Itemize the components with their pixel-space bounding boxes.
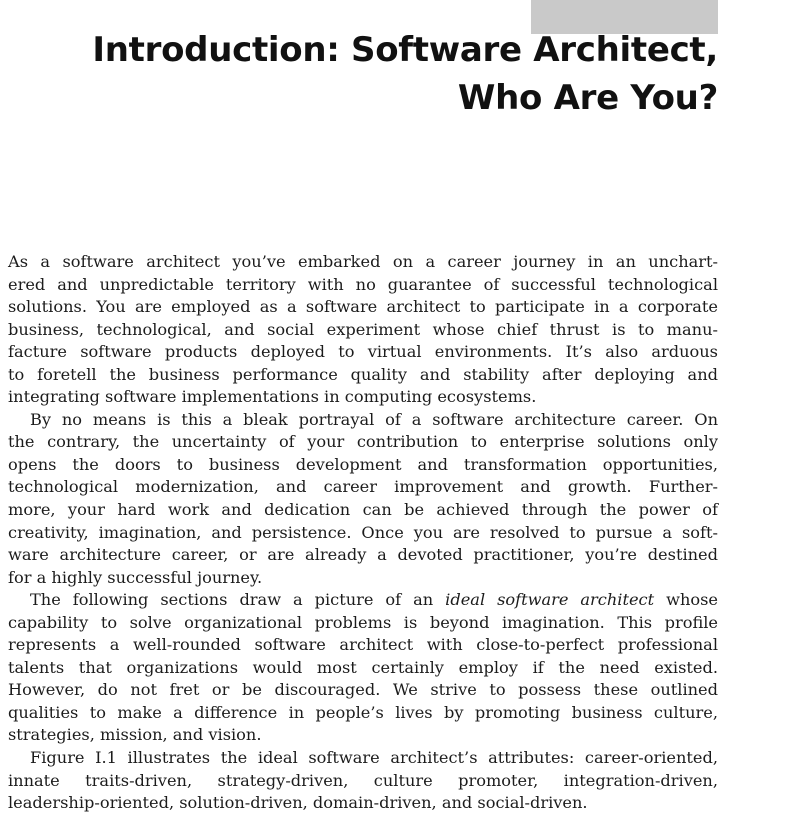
text-run: whose: [654, 590, 718, 610]
text-line: capability to solve organizational problems is beyond imagination. This profile: [8, 612, 718, 632]
text-line: technological modernization, and career improvement and growth. Further-: [8, 477, 718, 497]
text-line: facture software products deployed to virtual environments. It’s also arduous: [8, 342, 718, 362]
text-line: leadership-oriented, solution-driven, domain-driven, and social-driven.: [8, 793, 588, 813]
text-line: strategies, mission, and vision.: [8, 725, 262, 745]
text-line: talents that organizations would most certainly employ if the need existed.: [8, 657, 718, 677]
text-line: However, do not fret or be discouraged. We strive to possess these outlined: [8, 680, 718, 700]
text-line: to foretell the business performance quality and stability after deploying and: [8, 364, 718, 384]
chapter-title: [18, 26, 718, 122]
text-line: solutions. You are employed as a software architect to participate in a corporate: [8, 297, 718, 317]
chapter-title-line-2: Who Are You?: [457, 78, 718, 118]
text-line: innate traits-driven, strategy-driven, culture promoter, integration-driven,: [8, 770, 718, 790]
text-line: As a software architect you’ve embarked on a career journey in an unchart-: [8, 252, 718, 271]
text-run: The following sections draw a picture of an: [30, 590, 446, 610]
text-line: more, your hard work and dedication can be achieved through the power of: [8, 500, 718, 520]
text-line: business, technological, and social experiment whose chief thrust is to manu-: [8, 319, 718, 339]
text-line: ered and unpredictable territory with no guarantee of successful technological: [8, 274, 718, 294]
text-line: creativity, imagination, and persistence. Once you are resolved to pursue a soft-: [8, 522, 718, 542]
text-line: ware architecture career, or are already a devoted practitioner, you’re destined: [8, 545, 718, 565]
text-line: [8, 589, 718, 612]
emphasis-ideal-software-architect: ideal software architect: [445, 590, 655, 610]
text-line: opens the doors to business development and transformation opportunities,: [8, 454, 718, 474]
chapter-title-line-1: Introduction: Software Architect,: [92, 30, 718, 70]
text-line: By no means is this a bleak portrayal of a software architecture career. On: [30, 409, 718, 429]
body-text: [8, 251, 718, 813]
text-line: qualities to make a difference in people’s lives by promoting business culture,: [8, 702, 718, 722]
text-line: the contrary, the uncertainty of your contribution to enterprise solutions only: [8, 432, 718, 452]
text-line: for a highly successful journey.: [8, 567, 263, 587]
text-line: represents a well-rounded software architect with close-to-perfect professional: [8, 635, 718, 655]
text-line: Figure I.1 illustrates the ideal software architect’s attributes: career-oriented,: [30, 748, 718, 768]
text-line: integrating software implementations in computing ecosystems.: [8, 387, 537, 407]
